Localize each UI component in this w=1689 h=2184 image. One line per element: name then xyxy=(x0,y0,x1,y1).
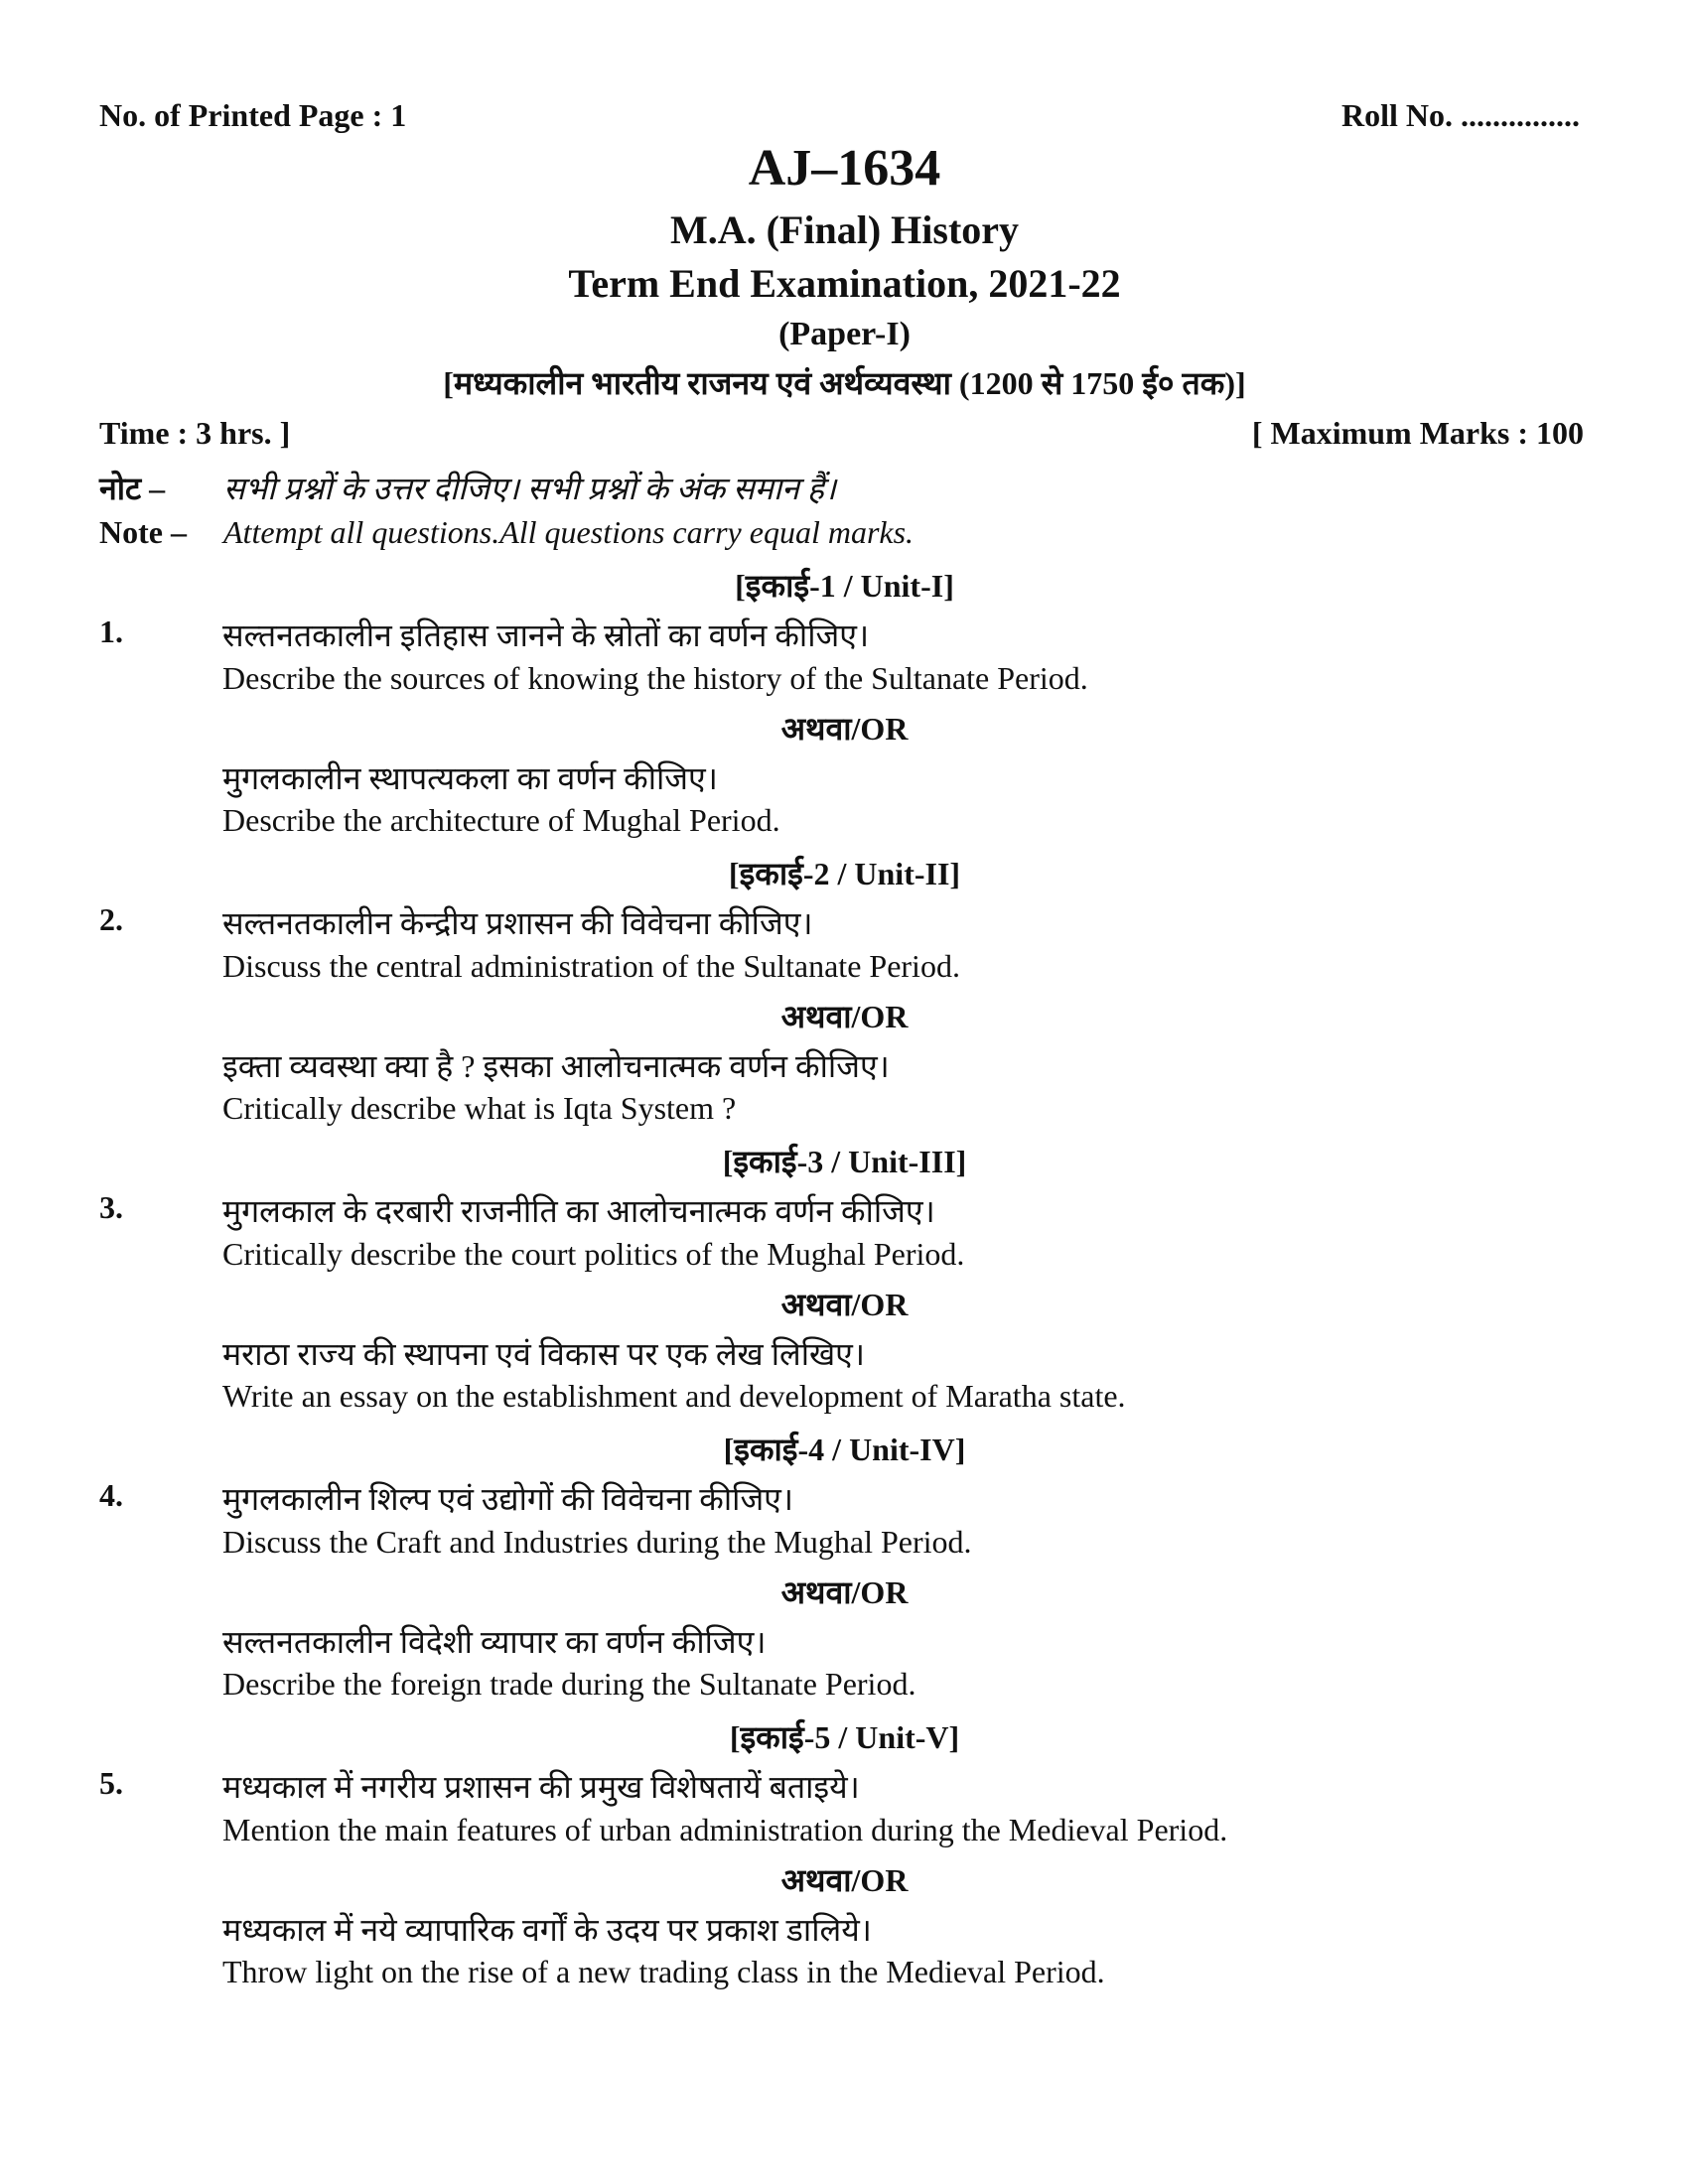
question-hindi: मध्यकाल में नगरीय प्रशासन की प्रमुख विशेषतायें बताइये। xyxy=(222,1769,860,1805)
paper-code: AJ–1634 xyxy=(748,140,941,197)
or-separator: अथवा/OR xyxy=(780,1862,909,1898)
note-english-text: Attempt all questions.All questions carry equal marks. xyxy=(223,514,915,550)
unit-heading: [इकाई-3 / Unit-III] xyxy=(722,1144,967,1179)
question-number: 2. xyxy=(99,901,123,937)
question-english: Describe the sources of knowing the history of the Sultanate Period. xyxy=(222,660,1088,696)
page-header xyxy=(99,97,1580,134)
question-hindi: सल्तनतकालीन केन्द्रीय प्रशासन की विवेचना कीजिए। xyxy=(222,905,813,941)
note-english-label: Note – xyxy=(99,514,187,550)
alternative-english: Describe the architecture of Mughal Period. xyxy=(222,802,780,838)
question-english: Mention the main features of urban administration during the Medieval Period. xyxy=(222,1812,1228,1847)
unit-heading: [इकाई-4 / Unit-IV] xyxy=(723,1432,966,1467)
alternative-hindi: मराठा राज्य की स्थापना एवं विकास पर एक लेख लिखिए। xyxy=(222,1336,866,1372)
exam-title: Term End Examination, 2021-22 xyxy=(568,261,1121,306)
subject-title: [मध्यकालीन भारतीय राजनय एवं अर्थव्यवस्था (1200 से 1750 ई० तक)] xyxy=(443,365,1246,401)
paper-number: (Paper-I) xyxy=(778,316,911,352)
roll-number-field: Roll No. ............... xyxy=(1341,97,1580,133)
alternative-hindi: मध्यकाल में नये व्यापारिक वर्गों के उदय पर प्रकाश डालिये। xyxy=(222,1912,872,1948)
alternative-english: Throw light on the rise of a new trading class in the Medieval Period. xyxy=(222,1954,1105,1989)
unit-heading: [इकाई-1 / Unit-I] xyxy=(735,568,954,604)
or-separator: अथवा/OR xyxy=(780,711,909,747)
or-separator: अथवा/OR xyxy=(780,999,909,1034)
question-number: 3. xyxy=(99,1189,123,1225)
alternative-english: Critically describe what is Iqta System ? xyxy=(222,1090,737,1126)
time-allowed: Time : 3 hrs. ] xyxy=(99,415,291,451)
question-hindi: सल्तनतकालीन इतिहास जानने के स्रोतों का वर्णन कीजिए। xyxy=(222,617,870,653)
course-title: M.A. (Final) History xyxy=(669,207,1020,252)
alternative-english: Describe the foreign trade during the Sultanate Period. xyxy=(222,1666,916,1702)
or-separator: अथवा/OR xyxy=(780,1287,909,1322)
question-number: 1. xyxy=(99,614,123,649)
question-number: 4. xyxy=(99,1477,123,1513)
unit-heading: [इकाई-2 / Unit-II] xyxy=(728,856,961,891)
question-english: Discuss the central administration of the Sultanate Period. xyxy=(222,948,960,984)
note-hindi-label: नोट – xyxy=(99,471,166,506)
or-separator: अथवा/OR xyxy=(780,1574,909,1610)
note-hindi-text: सभी प्रश्नों के उत्तर दीजिए। सभी प्रश्नों के अंक समान हैं। xyxy=(223,471,837,506)
note-hindi xyxy=(99,467,836,509)
alternative-hindi: इक्ता व्यवस्था क्या है ? इसका आलोचनात्मक वर्णन कीजिए। xyxy=(222,1048,890,1084)
alternative-hindi: मुगलकालीन स्थापत्यकला का वर्णन कीजिए। xyxy=(222,760,718,796)
alternative-hindi: सल्तनतकालीन विदेशी व्यापार का वर्णन कीजिए। xyxy=(222,1624,767,1660)
question-english: Critically describe the court politics of the Mughal Period. xyxy=(222,1236,965,1272)
printed-pages-label: No. of Printed Page : 1 xyxy=(99,97,407,133)
unit-heading: [इकाई-5 / Unit-V] xyxy=(729,1719,960,1755)
question-hindi: मुगलकाल के दरबारी राजनीति का आलोचनात्मक वर्णन कीजिए। xyxy=(222,1193,935,1229)
exam-meta xyxy=(99,415,1584,452)
question-hindi: मुगलकालीन शिल्प एवं उद्योगों की विवेचना कीजिए। xyxy=(222,1481,794,1517)
note-english xyxy=(99,514,914,551)
question-number: 5. xyxy=(99,1765,123,1801)
question-english: Discuss the Craft and Industries during the Mughal Period. xyxy=(222,1524,972,1560)
alternative-english: Write an essay on the establishment and development of Maratha state. xyxy=(222,1378,1126,1414)
maximum-marks: [ Maximum Marks : 100 xyxy=(1251,415,1584,451)
